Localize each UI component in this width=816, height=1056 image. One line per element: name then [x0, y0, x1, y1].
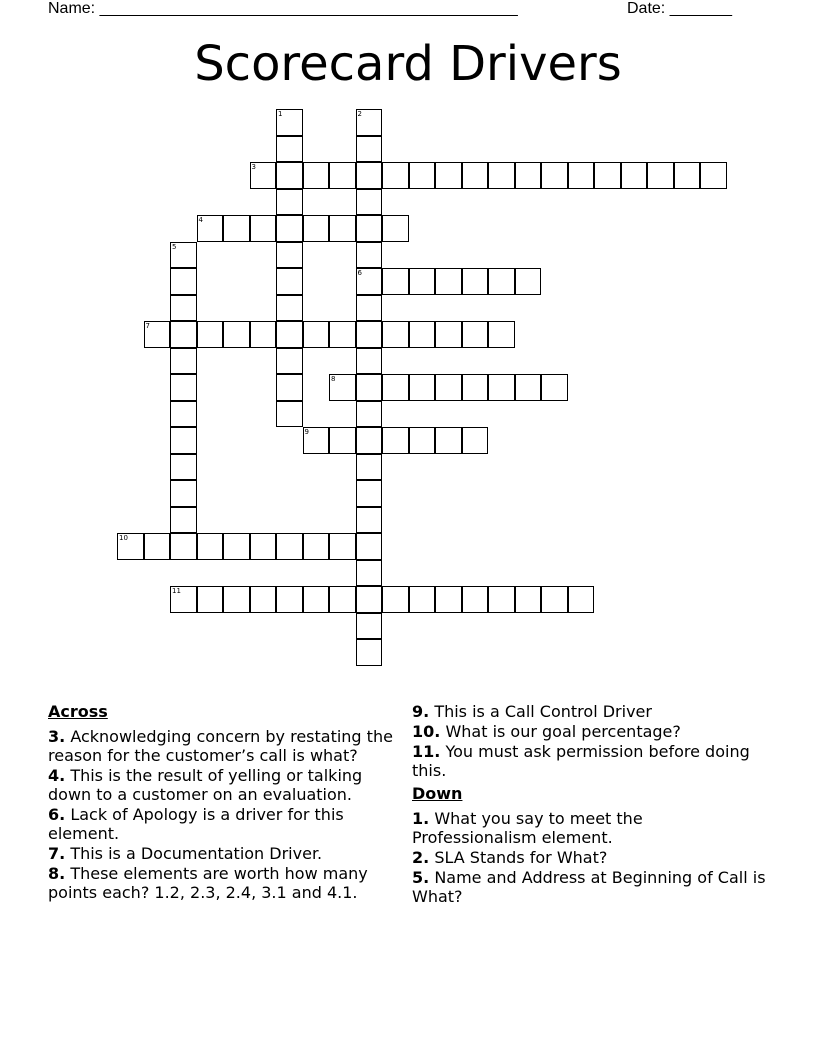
grid-cell[interactable] — [117, 533, 144, 560]
grid-cell[interactable] — [250, 533, 277, 560]
grid-cell[interactable] — [435, 162, 462, 189]
grid-cell[interactable] — [462, 162, 489, 189]
date-field-label: Date: _______ — [627, 0, 732, 17]
grid-cell[interactable] — [462, 427, 489, 454]
grid-cell[interactable] — [276, 348, 303, 375]
grid-cell[interactable] — [303, 533, 330, 560]
clue-number: 6. — [48, 805, 66, 824]
grid-cell[interactable] — [382, 321, 409, 348]
grid-cell[interactable] — [356, 162, 383, 189]
clue-start-number: 4 — [198, 216, 203, 224]
clue-number: 3. — [48, 727, 66, 746]
grid-cell[interactable] — [462, 374, 489, 401]
grid-cell[interactable] — [170, 374, 197, 401]
clue-start-number: 8 — [331, 375, 336, 383]
clue-start-number: 10 — [119, 534, 128, 542]
grid-cell[interactable] — [409, 321, 436, 348]
clue-text: This is a Call Control Driver — [434, 702, 652, 721]
clue-start-number: 3 — [251, 163, 256, 171]
grid-cell[interactable] — [303, 586, 330, 613]
page-title: Scorecard Drivers — [194, 36, 622, 92]
grid-cell[interactable] — [674, 162, 701, 189]
grid-cell[interactable] — [303, 427, 330, 454]
grid-cell[interactable] — [515, 268, 542, 295]
grid-cell[interactable] — [170, 533, 197, 560]
grid-cell[interactable] — [197, 533, 224, 560]
across-clue — [412, 702, 772, 721]
grid-cell[interactable] — [276, 586, 303, 613]
grid-cell[interactable] — [329, 533, 356, 560]
grid-cell[interactable] — [329, 162, 356, 189]
clue-number: 1. — [412, 809, 430, 828]
grid-cell[interactable] — [515, 374, 542, 401]
grid-cell[interactable] — [382, 215, 409, 242]
clue-text: What you say to meet the Professionalism element. — [412, 809, 643, 847]
across-clue — [48, 805, 408, 843]
clue-start-number: 1 — [278, 110, 283, 118]
across-clue — [48, 766, 408, 804]
clue-number: 5. — [412, 868, 430, 887]
grid-cell[interactable] — [356, 189, 383, 216]
grid-cell[interactable] — [462, 321, 489, 348]
grid-cell[interactable] — [276, 268, 303, 295]
clue-number: 2. — [412, 848, 430, 867]
across-clue — [48, 844, 408, 863]
grid-cell[interactable] — [329, 321, 356, 348]
grid-cell[interactable] — [515, 586, 542, 613]
grid-cell[interactable] — [515, 162, 542, 189]
clue-text: What is our goal percentage? — [445, 722, 681, 741]
grid-cell[interactable] — [356, 613, 383, 640]
across-clue — [48, 864, 408, 902]
clue-start-number: 7 — [145, 322, 150, 330]
grid-cell[interactable] — [223, 586, 250, 613]
across-heading: Across — [48, 702, 108, 721]
grid-cell[interactable] — [197, 215, 224, 242]
grid-cell[interactable] — [276, 189, 303, 216]
grid-cell[interactable] — [170, 242, 197, 269]
grid-cell[interactable] — [276, 321, 303, 348]
grid-cell[interactable] — [382, 162, 409, 189]
grid-cell[interactable] — [435, 586, 462, 613]
grid-cell[interactable] — [144, 533, 171, 560]
grid-cell[interactable] — [409, 268, 436, 295]
grid-cell[interactable] — [276, 533, 303, 560]
grid-cell[interactable] — [647, 162, 674, 189]
clues-column-left — [48, 702, 408, 903]
grid-cell[interactable] — [356, 533, 383, 560]
grid-cell[interactable] — [568, 162, 595, 189]
grid-cell[interactable] — [382, 374, 409, 401]
grid-cell[interactable] — [250, 586, 277, 613]
grid-cell[interactable] — [276, 374, 303, 401]
grid-cell[interactable] — [356, 586, 383, 613]
grid-cell[interactable] — [409, 427, 436, 454]
clue-text: Name and Address at Beginning of Call is What? — [412, 868, 766, 906]
grid-cell[interactable] — [382, 427, 409, 454]
grid-cell[interactable] — [356, 401, 383, 428]
grid-cell[interactable] — [276, 109, 303, 136]
grid-cell[interactable] — [250, 215, 277, 242]
grid-cell[interactable] — [356, 136, 383, 163]
grid-cell[interactable] — [170, 454, 197, 481]
grid-cell[interactable] — [356, 321, 383, 348]
clue-start-number: 11 — [172, 587, 181, 595]
down-heading: Down — [412, 784, 463, 803]
clue-number: 9. — [412, 702, 430, 721]
grid-cell[interactable] — [329, 374, 356, 401]
clue-start-number: 9 — [304, 428, 309, 436]
grid-cell[interactable] — [276, 401, 303, 428]
clue-number: 8. — [48, 864, 66, 883]
clue-start-number: 6 — [357, 269, 362, 277]
grid-cell[interactable] — [541, 374, 568, 401]
grid-cell[interactable] — [356, 560, 383, 587]
grid-cell[interactable] — [356, 109, 383, 136]
across-clue — [412, 722, 772, 741]
grid-cell[interactable] — [541, 162, 568, 189]
grid-cell[interactable] — [170, 401, 197, 428]
grid-cell[interactable] — [197, 586, 224, 613]
clue-text: Lack of Apology is a driver for this element. — [48, 805, 344, 843]
grid-cell[interactable] — [356, 242, 383, 269]
grid-cell[interactable] — [329, 427, 356, 454]
grid-cell[interactable] — [621, 162, 648, 189]
clue-text: This is the result of yelling or talking down to a customer on an evaluation. — [48, 766, 363, 804]
clue-number: 4. — [48, 766, 66, 785]
clue-start-number: 2 — [357, 110, 362, 118]
grid-cell[interactable] — [435, 268, 462, 295]
name-field-label: Name: _______________________________________________ — [48, 0, 518, 17]
grid-cell[interactable] — [488, 586, 515, 613]
grid-cell[interactable] — [197, 321, 224, 348]
grid-cell[interactable] — [382, 268, 409, 295]
clue-text: These elements are worth how many points each? 1.2, 2.3, 2.4, 3.1 and 4.1. — [48, 864, 368, 902]
grid-cell[interactable] — [303, 215, 330, 242]
clue-number: 7. — [48, 844, 66, 863]
grid-cell[interactable] — [303, 321, 330, 348]
grid-cell[interactable] — [488, 268, 515, 295]
grid-cell[interactable] — [356, 427, 383, 454]
grid-cell[interactable] — [223, 215, 250, 242]
grid-cell[interactable] — [223, 321, 250, 348]
grid-cell[interactable] — [700, 162, 727, 189]
grid-cell[interactable] — [170, 348, 197, 375]
across-clue — [48, 727, 408, 765]
grid-cell[interactable] — [276, 242, 303, 269]
grid-cell[interactable] — [541, 586, 568, 613]
clue-text: You must ask permission before doing this. — [412, 742, 750, 780]
grid-cell[interactable] — [382, 586, 409, 613]
down-clue — [412, 848, 772, 867]
grid-cell[interactable] — [170, 507, 197, 534]
grid-cell[interactable] — [276, 136, 303, 163]
grid-cell[interactable] — [488, 374, 515, 401]
grid-cell[interactable] — [356, 639, 383, 666]
grid-cell[interactable] — [329, 215, 356, 242]
grid-cell[interactable] — [435, 321, 462, 348]
grid-cell[interactable] — [356, 374, 383, 401]
grid-cell[interactable] — [170, 321, 197, 348]
grid-cell[interactable] — [356, 480, 383, 507]
grid-cell[interactable] — [409, 374, 436, 401]
grid-cell[interactable] — [488, 321, 515, 348]
down-clue — [412, 868, 772, 906]
grid-cell[interactable] — [144, 321, 171, 348]
clue-start-number: 5 — [172, 242, 177, 251]
clue-number: 10. — [412, 722, 441, 741]
grid-cell[interactable] — [276, 295, 303, 322]
clue-text: This is a Documentation Driver. — [70, 844, 323, 863]
grid-cell[interactable] — [409, 586, 436, 613]
grid-cell[interactable] — [462, 586, 489, 613]
grid-cell[interactable] — [170, 295, 197, 322]
grid-cell[interactable] — [356, 295, 383, 322]
down-clue — [412, 809, 772, 847]
grid-cell[interactable] — [170, 427, 197, 454]
grid-cell[interactable] — [356, 268, 383, 295]
grid-cell[interactable] — [170, 480, 197, 507]
grid-cell[interactable] — [276, 215, 303, 242]
across-clue — [412, 742, 772, 780]
grid-cell[interactable] — [409, 162, 436, 189]
clue-text: Acknowledging concern by restating the reason for the customer’s call is what? — [48, 727, 393, 765]
grid-cell[interactable] — [594, 162, 621, 189]
grid-cell[interactable] — [170, 268, 197, 295]
grid-cell[interactable] — [462, 268, 489, 295]
grid-cell[interactable] — [223, 533, 250, 560]
grid-cell[interactable] — [329, 586, 356, 613]
clue-number: 11. — [412, 742, 441, 761]
grid-cell[interactable] — [356, 507, 383, 534]
grid-cell[interactable] — [250, 162, 277, 189]
grid-cell[interactable] — [356, 348, 383, 375]
grid-cell[interactable] — [356, 215, 383, 242]
grid-cell[interactable] — [303, 162, 330, 189]
grid-cell[interactable] — [170, 586, 197, 613]
grid-cell[interactable] — [568, 586, 595, 613]
clue-text: SLA Stands for What? — [434, 848, 608, 867]
grid-cell[interactable] — [250, 321, 277, 348]
grid-cell[interactable] — [356, 454, 383, 481]
clues-column-right — [412, 702, 772, 907]
grid-cell[interactable] — [488, 162, 515, 189]
grid-cell[interactable] — [435, 374, 462, 401]
grid-cell[interactable] — [276, 162, 303, 189]
grid-cell[interactable] — [435, 427, 462, 454]
